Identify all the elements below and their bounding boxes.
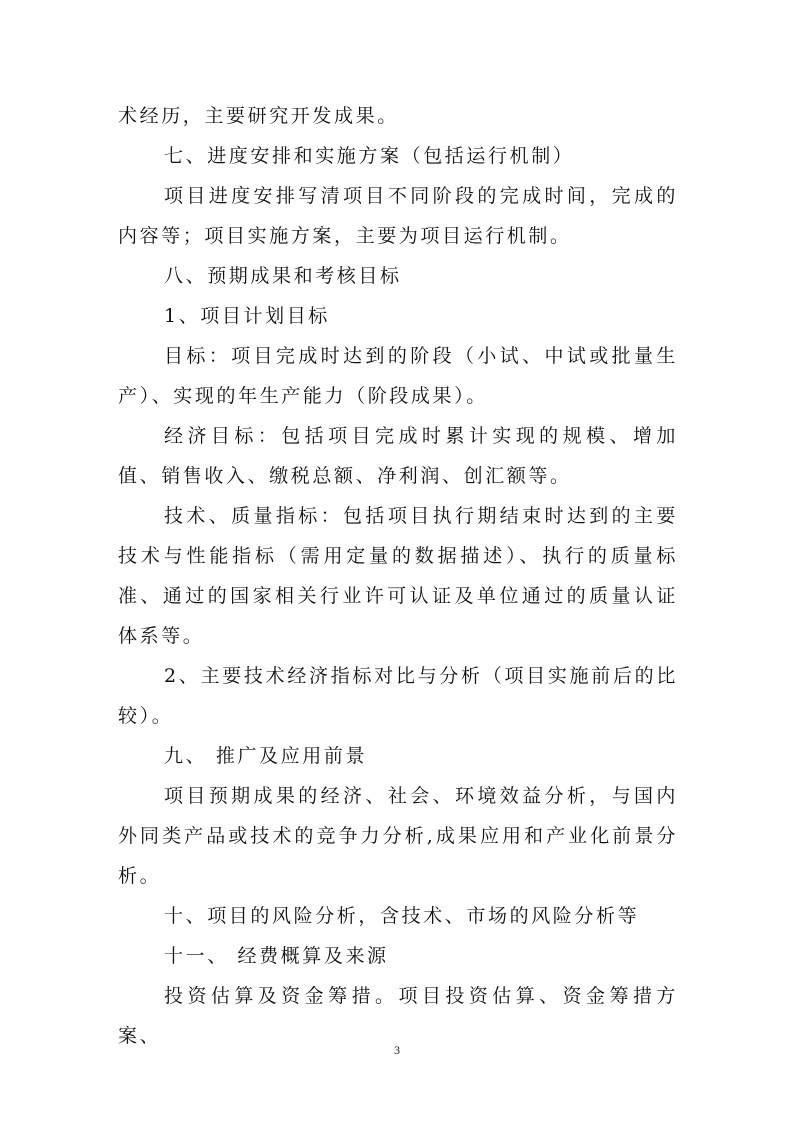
page-number: 3 [394,1043,400,1057]
subheading-2: 2、主要技术经济指标对比与分析（项目实施前后的比较）。 [118,665,678,727]
section-heading-11: 十一、 经费概算及来源 [164,945,389,967]
paragraph-1: 术经历，主要研究开发成果。 [118,105,399,127]
section-heading-10: 十、项目的风险分析，含技术、市场的风险分析等 [164,905,640,927]
paragraph-7: 经济目标：包括项目完成时累计实现的规模、增加值、销售收入、缴税总额、净利润、创汇额等。 [118,425,678,487]
section-heading-8: 八、预期成果和考核目标 [164,265,402,287]
paragraph-3: 项目进度安排写清项目不同阶段的完成时间，完成的内容等；项目实施方案，主要为项目运行机制。 [118,185,678,247]
paragraph-11: 项目预期成果的经济、社会、环境效益分析，与国内外同类产品或技术的竞争力分析,成果应用和产业化前景分析。 [118,785,678,887]
paragraph-8: 技术、质量指标：包括项目执行期结束时达到的主要技术与性能指标（需用定量的数据描述）、执行的质量标准、通过的国家相关行业许可认证及单位通过的质量认证体系等。 [118,505,678,647]
paragraph-14: 投资估算及资金筹措。项目投资估算、资金筹措方案、 [118,985,678,1047]
paragraph-6: 目标：项目完成时达到的阶段（小试、中试或批量生产）、实现的年生产能力（阶段成果）。 [118,345,678,407]
subheading-1: 1、项目计划目标 [164,305,330,327]
section-heading-9: 九、 推广及应用前景 [164,745,368,767]
section-heading-7: 七、进度安排和实施方案（包括运行机制） [164,145,575,167]
body-text [118,96,678,1056]
